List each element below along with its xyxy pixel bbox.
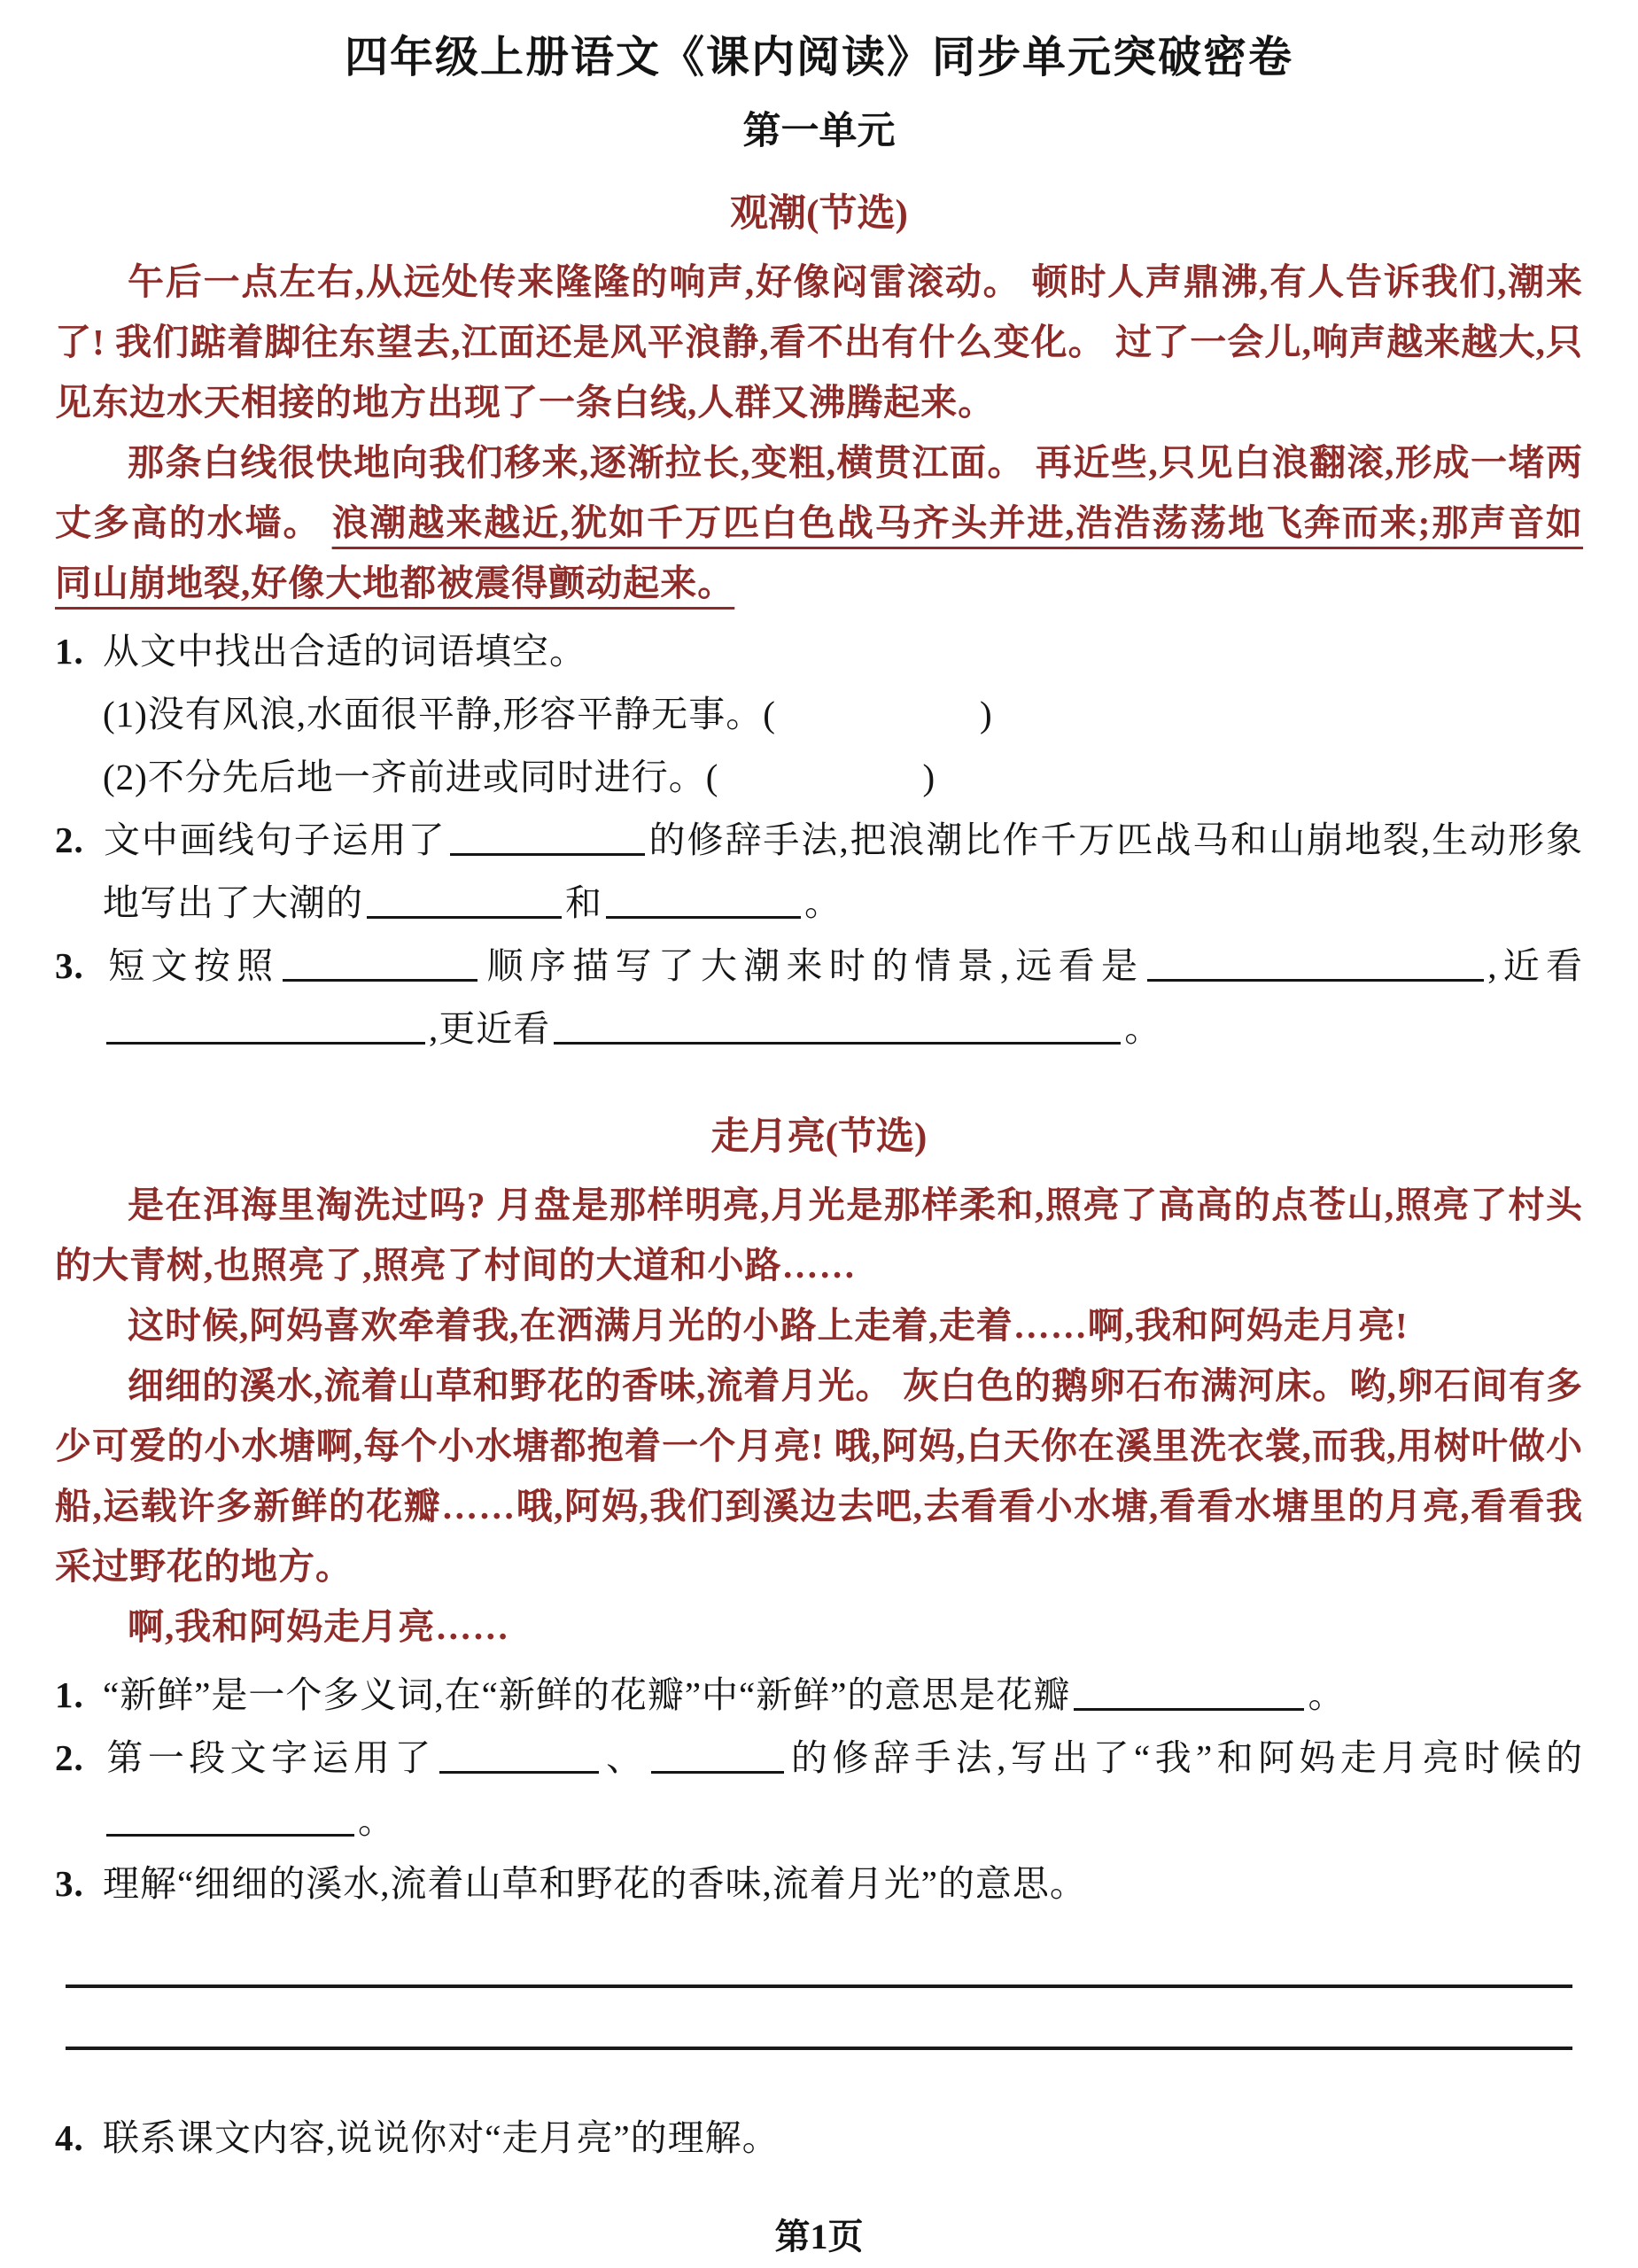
- question-text: 顺序描写了大潮来时的情景,远看是: [481, 945, 1145, 986]
- unit-heading: 第一单元: [742, 111, 896, 152]
- question-text: 。: [1308, 1674, 1346, 1715]
- passage-title-zouyueliang: 走月亮(节选): [710, 1116, 928, 1158]
- question-2: [55, 809, 1583, 935]
- question-text: 联系课文内容,说说你对“走月亮”的理解。: [103, 2117, 780, 2158]
- section-guanchao: [55, 183, 1583, 1060]
- question-1-item-1: [55, 683, 1583, 746]
- question-text: ,更近看: [429, 1008, 551, 1049]
- question-text: 。: [804, 882, 842, 923]
- passage-zouyueliang: [55, 1175, 1583, 1657]
- guanchao-questions: [55, 620, 1583, 1060]
- question-text: 和: [565, 882, 602, 923]
- fill-blank: [554, 1035, 1121, 1045]
- answer-line: [66, 1984, 1572, 1988]
- underlined-sentence: 浪潮越来越近,犹如千万匹白色战马齐头并进,浩浩荡荡地飞奔而来;那声音如同山崩地裂,好像大地都被震得颤动起来。: [55, 502, 1584, 603]
- question-number: 1.: [55, 631, 84, 672]
- question-text: 的修辞手法,把浪潮比作千万匹战马和山崩地裂,生动形象地写出了大潮的: [103, 819, 1584, 923]
- page-title: 四年级上册语文《课内阅读》同步单元突破密卷: [344, 33, 1293, 82]
- passage-title-guanchao: 观潮(节选): [730, 193, 908, 235]
- question-text: (2)不分先后地一齐前进或同时进行。(: [103, 757, 719, 797]
- question-2: [55, 1727, 1583, 1852]
- zouyueliang-questions: [55, 1664, 1583, 2268]
- fill-blank: [606, 909, 801, 919]
- question-text: 、: [602, 1737, 648, 1778]
- question-text: ): [922, 757, 936, 797]
- question-number: 2.: [55, 819, 84, 860]
- passage-paragraph-1: 是在洱海里淘洗过吗? 月盘是那样明亮,月光是那样柔和,照亮了高高的点苍山,照亮了村头的大青树,也照亮了,照亮了村间的大道和小路……: [55, 1184, 1583, 1285]
- question-text: 。: [1124, 1008, 1162, 1049]
- question-1-item-2: [55, 746, 1583, 809]
- fill-blank: [439, 1764, 599, 1774]
- fill-blank: [450, 846, 645, 856]
- question-text: 。: [358, 1800, 395, 1841]
- passage-paragraph-4: 啊,我和阿妈走月亮……: [128, 1606, 510, 1647]
- passage-paragraph-2: 这时候,阿妈喜欢牵着我,在洒满月光的小路上走着,走着……啊,我和阿妈走月亮!: [128, 1305, 1409, 1346]
- question-text: ): [979, 694, 993, 734]
- question-3: [55, 1852, 1583, 1915]
- passage-paragraph-3: 细细的溪水,流着山草和野花的香味,流着月光。 灰白色的鹅卵石布满河床。哟,卵石间有多少可爱的小水塘啊,每个小水塘都抱着一个月亮! 哦,阿妈,白天你在溪里洗衣裳,而我,用树叶做小船,运载许多新鲜的花瓣……哦,阿妈,我们到溪边去吧,去看看小水塘,看看水塘里的月亮,看看我采过野花的地方。: [55, 1365, 1583, 1587]
- fill-blank: [283, 972, 477, 982]
- question-1: [55, 1664, 1583, 1727]
- page-footer: 第1页: [774, 2217, 864, 2256]
- question-text: 短文按照: [103, 945, 280, 986]
- fill-blank: [651, 1764, 784, 1774]
- section-zouyueliang: [55, 1107, 1583, 2268]
- question-text: 的修辞手法,写出了“我”和阿妈走月亮时候的: [787, 1737, 1584, 1778]
- fill-blank: [106, 1035, 425, 1045]
- passage-paragraph-1: 午后一点左右,从远处传来隆隆的响声,好像闷雷滚动。 顿时人声鼎沸,有人告诉我们,潮来了! 我们踮着脚往东望去,江面还是风平浪静,看不出有什么变化。 过了一会儿,响声越来越大,只见东边水天相接的地方出现了一条白线,人群又沸腾起来。: [55, 261, 1583, 423]
- question-number: 1.: [55, 1674, 84, 1715]
- fill-blank: [367, 909, 562, 919]
- fill-blank: [1074, 1701, 1304, 1711]
- question-number: 2.: [55, 1737, 84, 1778]
- passage-guanchao: [55, 252, 1583, 613]
- fill-blank: [1147, 972, 1484, 982]
- question-text: ,近看: [1487, 945, 1584, 986]
- question-text: 从文中找出合适的词语填空。: [103, 631, 586, 672]
- question-text: 理解“细细的溪水,流着山草和野花的香味,流着月光”的意思。: [103, 1863, 1087, 1904]
- question-4: [55, 2107, 1583, 2170]
- passage-text: 那条白线很快地向我们移来,逐渐拉长,变粗,横贯江面。 再近些,只见白浪翻滚,形成一堵两丈多高的水墙。: [55, 442, 1583, 543]
- question-number: 3.: [55, 945, 84, 986]
- question-text: 文中画线句子运用了: [103, 819, 446, 860]
- question-1: [55, 620, 1583, 683]
- question-text: (1)没有风浪,水面很平静,形容平静无事。(: [103, 694, 776, 734]
- question-number: 3.: [55, 1863, 84, 1904]
- answer-line: [66, 2047, 1572, 2050]
- question-text: 第一段文字运用了: [103, 1737, 436, 1778]
- passage-paragraph-2: [55, 432, 1583, 613]
- question-3: [55, 935, 1583, 1060]
- question-number: 4.: [55, 2117, 84, 2158]
- question-text: “新鲜”是一个多义词,在“新鲜的花瓣”中“新鲜”的意思是花瓣: [103, 1674, 1071, 1715]
- fill-blank: [106, 1827, 354, 1837]
